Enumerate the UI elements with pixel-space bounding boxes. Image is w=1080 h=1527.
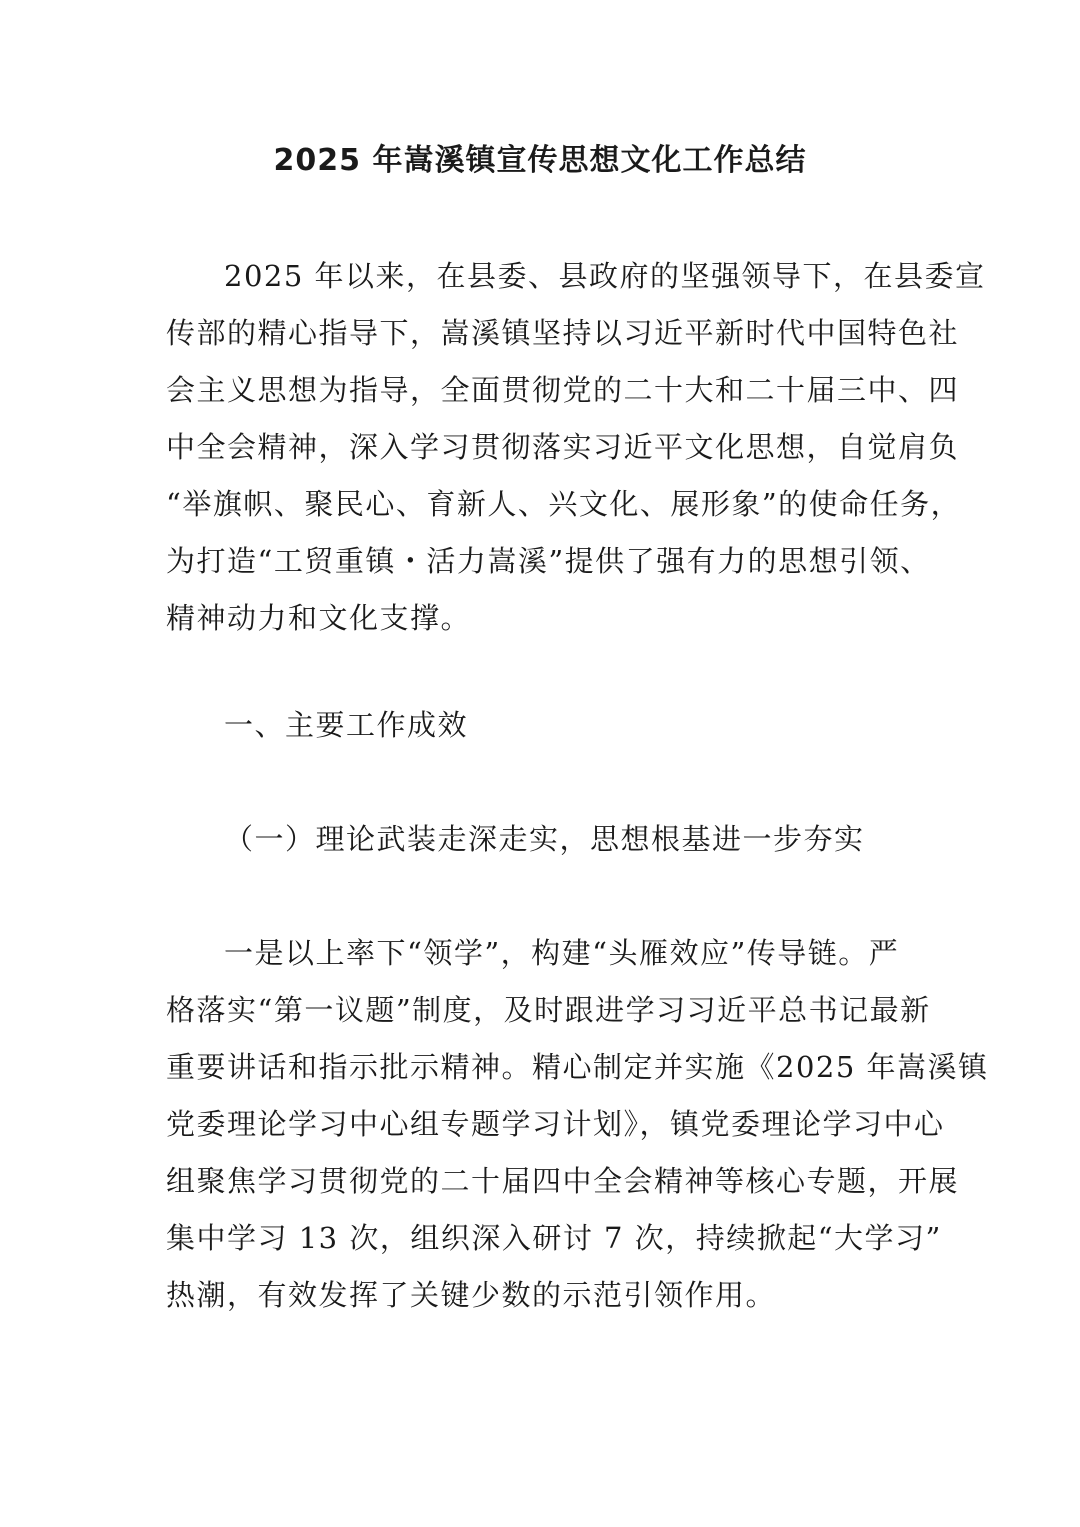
paragraph-line: 中全会精神，深入学习贯彻落实习近平文化思想，自觉肩负 (166, 430, 960, 464)
subsection-heading-text: （一）理论武装走深走实，思想根基进一步夯实 (224, 822, 865, 856)
section-heading (166, 697, 918, 754)
paragraph-line: 热潮，有效发挥了关键少数的示范引领作用。 (166, 1278, 777, 1312)
paragraph-line: 组聚焦学习贯彻党的二十届四中全会精神等核心专题，开展 (166, 1164, 960, 1198)
paragraph-line: 会主义思想为指导，全面贯彻党的二十大和二十届三中、四 (166, 373, 960, 407)
paragraph-line: 一是以上率下“领学”，构建“头雁效应”传导链。严 (224, 936, 900, 970)
paragraph-line: 党委理论学习中心组专题学习计划》，镇党委理论学习中心 (166, 1107, 945, 1141)
paragraph-line: 精神动力和文化支撑。 (166, 601, 472, 635)
paragraph-line: 集中学习 13 次，组织深入研讨 7 次，持续掀起“大学习” (166, 1221, 942, 1255)
document-title: 2025 年嵩溪镇宣传思想文化工作总结 (273, 143, 807, 178)
subsection-heading (166, 811, 918, 868)
paragraph-line: 2025 年以来，在县委、县政府的坚强领导下，在县委宣 (224, 259, 986, 293)
paragraph-line: 重要讲话和指示批示精神。精心制定并实施《2025 年嵩溪镇 (166, 1050, 989, 1084)
paragraph-line: 格落实“第一议题”制度，及时跟进学习习近平总书记最新 (166, 993, 931, 1027)
paragraph-line: 为打造“工贸重镇・活力嵩溪”提供了强有力的思想引领、 (166, 544, 931, 578)
section-heading-text: 一、主要工作成效 (224, 708, 469, 742)
paragraph-line: 传部的精心指导下，嵩溪镇坚持以习近平新时代中国特色社 (166, 316, 960, 350)
intro-paragraph (166, 248, 986, 647)
body-paragraph (166, 925, 989, 1324)
paragraph-line: “举旗帜、聚民心、育新人、兴文化、展形象”的使命任务， (166, 487, 962, 521)
